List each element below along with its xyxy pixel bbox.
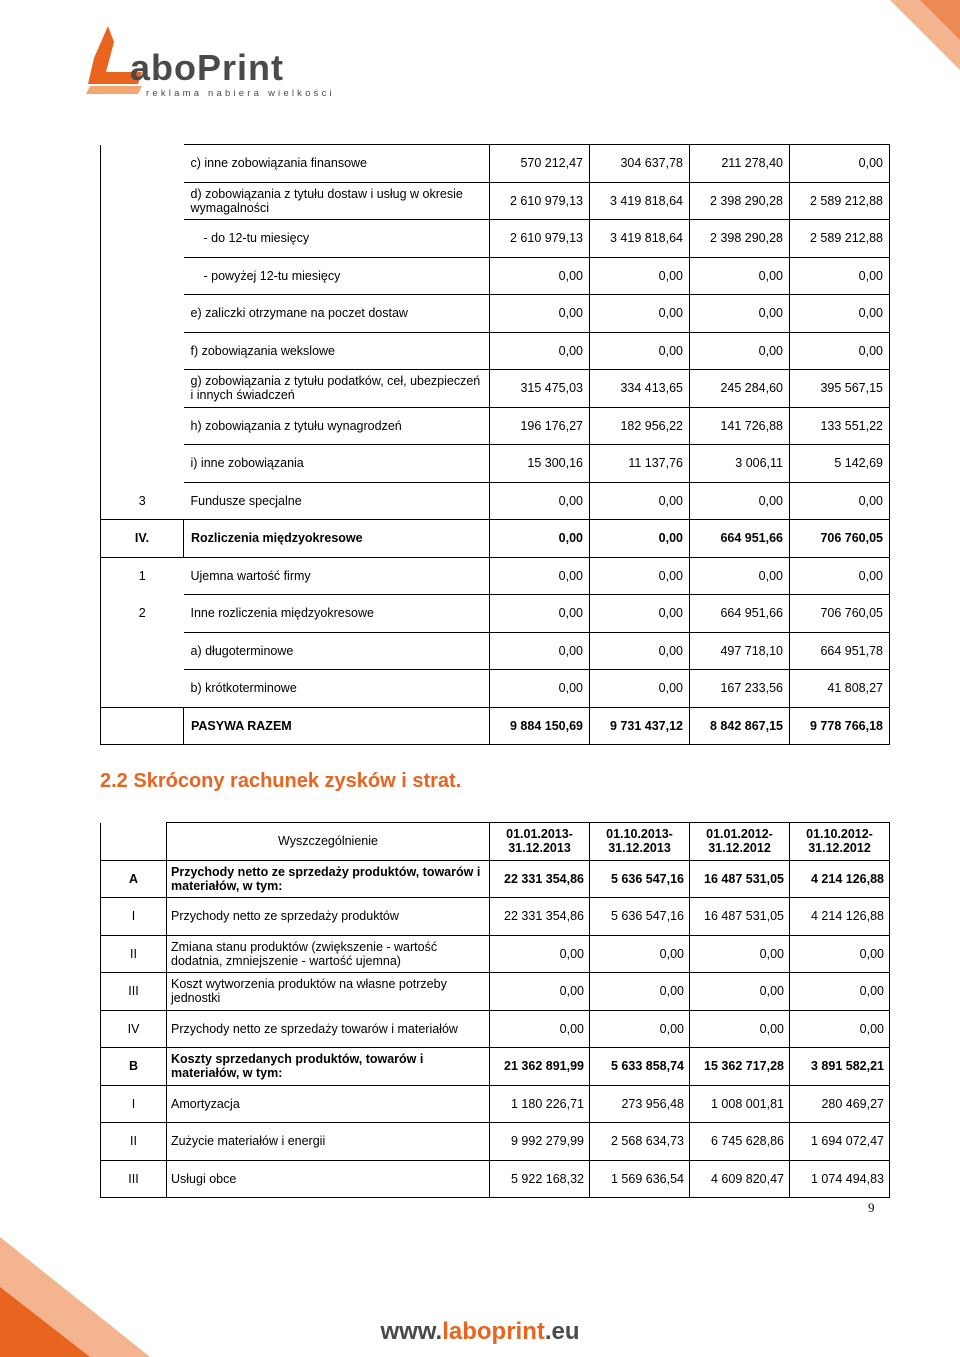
row-value: 22 331 354,86 (490, 860, 590, 898)
row-value: 0,00 (590, 632, 690, 670)
row-index: 2 (101, 595, 184, 633)
row-label: b) krótkoterminowe (184, 670, 490, 708)
row-index (101, 332, 184, 370)
income-statement-table (100, 822, 890, 1198)
svg-text:aboPrint: aboPrint (130, 47, 285, 88)
row-label: PASYWA RAZEM (184, 707, 490, 745)
row-index: II (101, 935, 167, 973)
header-blank-cell (101, 823, 167, 861)
row-value: 0,00 (490, 520, 590, 558)
page-number: 9 (868, 1200, 875, 1215)
row-value: 0,00 (790, 557, 890, 595)
row-value: 141 726,88 (690, 407, 790, 445)
period-header: 01.10.2013- 31.12.2013 (590, 823, 690, 861)
row-value: 4 214 126,88 (790, 898, 890, 936)
row-value: 570 212,47 (490, 145, 590, 183)
row-label: d) zobowiązania z tytułu dostaw i usług w okresie wymagalności (184, 182, 490, 220)
row-value: 0,00 (590, 557, 690, 595)
row-value: 3 419 818,64 (590, 182, 690, 220)
table-row (101, 898, 890, 936)
row-index: IV (101, 1010, 167, 1048)
svg-text:reklama nabiera wielkości: reklama nabiera wielkości (146, 88, 335, 99)
table-row (101, 1010, 890, 1048)
row-label: Inne rozliczenia międzyokresowe (184, 595, 490, 633)
row-index: 3 (101, 482, 184, 520)
row-value: 16 487 531,05 (690, 898, 790, 936)
period-header: 01.01.2013- 31.12.2013 (490, 823, 590, 861)
row-value: 15 362 717,28 (690, 1048, 790, 1086)
row-value: 0,00 (490, 935, 590, 973)
row-value: 11 137,76 (590, 445, 690, 483)
row-value: 0,00 (790, 295, 890, 333)
row-value: 9 884 150,69 (490, 707, 590, 745)
row-value: 1 569 636,54 (590, 1160, 690, 1198)
row-value: 0,00 (690, 332, 790, 370)
row-value: 0,00 (690, 557, 790, 595)
row-label: Zużycie materiałów i energii (167, 1123, 490, 1161)
row-value: 9 731 437,12 (590, 707, 690, 745)
row-label: Przychody netto ze sprzedaży towarów i materiałów (167, 1010, 490, 1048)
table-row (101, 632, 890, 670)
row-value: 0,00 (490, 332, 590, 370)
period-header: 01.10.2012- 31.12.2012 (790, 823, 890, 861)
row-value: 497 718,10 (690, 632, 790, 670)
footer-url: www.laboprint.eu (380, 1318, 580, 1345)
row-label: - powyżej 12-tu miesięcy (184, 257, 490, 295)
row-value: 0,00 (790, 482, 890, 520)
table-row (101, 1160, 890, 1198)
row-value: 211 278,40 (690, 145, 790, 183)
row-index: III (101, 973, 167, 1011)
row-value: 0,00 (490, 257, 590, 295)
row-label: Rozliczenia międzyokresowe (184, 520, 490, 558)
row-value: 0,00 (590, 595, 690, 633)
row-label: Ujemna wartość firmy (184, 557, 490, 595)
row-value: 15 300,16 (490, 445, 590, 483)
row-value: 706 760,05 (790, 595, 890, 633)
row-value: 1 180 226,71 (490, 1085, 590, 1123)
row-index: B (101, 1048, 167, 1086)
row-value: 9 778 766,18 (790, 707, 890, 745)
table-row (101, 973, 890, 1011)
row-value: 0,00 (690, 295, 790, 333)
row-label: Zmiana stanu produktów (zwiększenie - wartość dodatnia, zmniejszenie - wartość ujemna) (167, 935, 490, 973)
table-row (101, 860, 890, 898)
row-value: 21 362 891,99 (490, 1048, 590, 1086)
row-value: 280 469,27 (790, 1085, 890, 1123)
row-label: Amortyzacja (167, 1085, 490, 1123)
row-label: Koszt wytworzenia produktów na własne potrzeby jednostki (167, 973, 490, 1011)
row-index: IV. (101, 520, 184, 558)
row-value: 2 398 290,28 (690, 182, 790, 220)
row-value: 0,00 (690, 935, 790, 973)
row-value: 0,00 (790, 1010, 890, 1048)
row-value: 0,00 (690, 482, 790, 520)
table-row (101, 935, 890, 973)
row-value: 8 842 867,15 (690, 707, 790, 745)
row-value: 0,00 (590, 670, 690, 708)
row-value: 0,00 (790, 973, 890, 1011)
row-value: 3 006,11 (690, 445, 790, 483)
table-row (101, 1085, 890, 1123)
row-value: 664 951,66 (690, 520, 790, 558)
row-index: 1 (101, 557, 184, 595)
row-label: c) inne zobowiązania finansowe (184, 145, 490, 183)
row-value: 0,00 (690, 257, 790, 295)
period-header: 01.01.2012- 31.12.2012 (690, 823, 790, 861)
header-label: Wyszczególnienie (167, 823, 490, 861)
row-index (101, 145, 184, 183)
row-value: 182 956,22 (590, 407, 690, 445)
row-value: 0,00 (590, 1010, 690, 1048)
section-title: 2.2 Skrócony rachunek zysków i strat. (100, 770, 462, 792)
table-row (101, 482, 890, 520)
row-value: 4 214 126,88 (790, 860, 890, 898)
row-value: 196 176,27 (490, 407, 590, 445)
table-row (101, 445, 890, 483)
table-row (101, 707, 890, 745)
row-label: a) długoterminowe (184, 632, 490, 670)
row-label: h) zobowiązania z tytułu wynagrodzeń (184, 407, 490, 445)
row-value: 0,00 (790, 257, 890, 295)
row-value: 5 633 858,74 (590, 1048, 690, 1086)
row-value: 315 475,03 (490, 370, 590, 408)
row-value: 664 951,66 (690, 595, 790, 633)
row-value: 664 951,78 (790, 632, 890, 670)
row-value: 0,00 (490, 595, 590, 633)
table-row (101, 370, 890, 408)
row-label: - do 12-tu miesięcy (184, 220, 490, 258)
row-value: 0,00 (790, 145, 890, 183)
row-index (101, 632, 184, 670)
row-index: III (101, 1160, 167, 1198)
row-index (101, 220, 184, 258)
row-value: 2 398 290,28 (690, 220, 790, 258)
row-index (101, 670, 184, 708)
row-index: I (101, 1085, 167, 1123)
row-label: e) zaliczki otrzymane na poczet dostaw (184, 295, 490, 333)
row-value: 16 487 531,05 (690, 860, 790, 898)
row-value: 0,00 (690, 1010, 790, 1048)
row-value: 5 922 168,32 (490, 1160, 590, 1198)
row-value: 0,00 (590, 295, 690, 333)
table-row (101, 182, 890, 220)
row-value: 1 694 072,47 (790, 1123, 890, 1161)
income-header-row (101, 823, 890, 861)
table-row (101, 407, 890, 445)
liabilities-table (100, 144, 890, 745)
table-row (101, 595, 890, 633)
row-value: 3 891 582,21 (790, 1048, 890, 1086)
row-value: 2 610 979,13 (490, 182, 590, 220)
row-index (101, 182, 184, 220)
row-value: 0,00 (590, 520, 690, 558)
row-value: 0,00 (490, 557, 590, 595)
row-value: 273 956,48 (590, 1085, 690, 1123)
row-value: 9 992 279,99 (490, 1123, 590, 1161)
row-value: 0,00 (490, 295, 590, 333)
table-row (101, 332, 890, 370)
table-row (101, 1123, 890, 1161)
row-index (101, 370, 184, 408)
row-value: 133 551,22 (790, 407, 890, 445)
row-value: 1 008 001,81 (690, 1085, 790, 1123)
row-value: 2 610 979,13 (490, 220, 590, 258)
row-index: A (101, 860, 167, 898)
table-row (101, 1048, 890, 1086)
table-row (101, 670, 890, 708)
row-value: 0,00 (590, 973, 690, 1011)
row-value: 0,00 (590, 935, 690, 973)
row-value: 3 419 818,64 (590, 220, 690, 258)
row-value: 0,00 (790, 332, 890, 370)
row-value: 0,00 (490, 973, 590, 1011)
row-value: 245 284,60 (690, 370, 790, 408)
row-value: 0,00 (490, 1010, 590, 1048)
row-value: 304 637,78 (590, 145, 690, 183)
row-value: 5 636 547,16 (590, 898, 690, 936)
row-value: 2 589 212,88 (790, 220, 890, 258)
row-index: I (101, 898, 167, 936)
table-row (101, 557, 890, 595)
row-value: 0,00 (590, 482, 690, 520)
row-value: 0,00 (490, 632, 590, 670)
row-value: 0,00 (490, 482, 590, 520)
table-row (101, 257, 890, 295)
row-index (101, 407, 184, 445)
row-value: 0,00 (690, 973, 790, 1011)
row-label: Przychody netto ze sprzedaży produktów, towarów i materiałów, w tym: (167, 860, 490, 898)
row-value: 5 636 547,16 (590, 860, 690, 898)
row-value: 334 413,65 (590, 370, 690, 408)
row-label: Fundusze specjalne (184, 482, 490, 520)
row-index (101, 295, 184, 333)
row-value: 4 609 820,47 (690, 1160, 790, 1198)
row-value: 22 331 354,86 (490, 898, 590, 936)
row-label: g) zobowiązania z tytułu podatków, ceł, ubezpieczeń i innych świadczeń (184, 370, 490, 408)
row-value: 0,00 (590, 332, 690, 370)
row-label: Usługi obce (167, 1160, 490, 1198)
corner-decoration-top (830, 0, 960, 130)
table-row (101, 295, 890, 333)
row-label: f) zobowiązania wekslowe (184, 332, 490, 370)
table-row (101, 145, 890, 183)
table-row (101, 520, 890, 558)
row-label: Przychody netto ze sprzedaży produktów (167, 898, 490, 936)
row-label: Koszty sprzedanych produktów, towarów i materiałów, w tym: (167, 1048, 490, 1086)
row-value: 41 808,27 (790, 670, 890, 708)
row-index (101, 707, 184, 745)
row-value: 1 074 494,83 (790, 1160, 890, 1198)
row-value: 2 568 634,73 (590, 1123, 690, 1161)
row-label: i) inne zobowiązania (184, 445, 490, 483)
row-value: 706 760,05 (790, 520, 890, 558)
row-value: 395 567,15 (790, 370, 890, 408)
row-value: 167 233,56 (690, 670, 790, 708)
row-value: 6 745 628,86 (690, 1123, 790, 1161)
row-index (101, 257, 184, 295)
row-value: 0,00 (790, 935, 890, 973)
laboprint-logo (80, 22, 360, 102)
row-value: 2 589 212,88 (790, 182, 890, 220)
row-value: 5 142,69 (790, 445, 890, 483)
row-value: 0,00 (590, 257, 690, 295)
table-row (101, 220, 890, 258)
row-value: 0,00 (490, 670, 590, 708)
row-index: II (101, 1123, 167, 1161)
row-index (101, 445, 184, 483)
